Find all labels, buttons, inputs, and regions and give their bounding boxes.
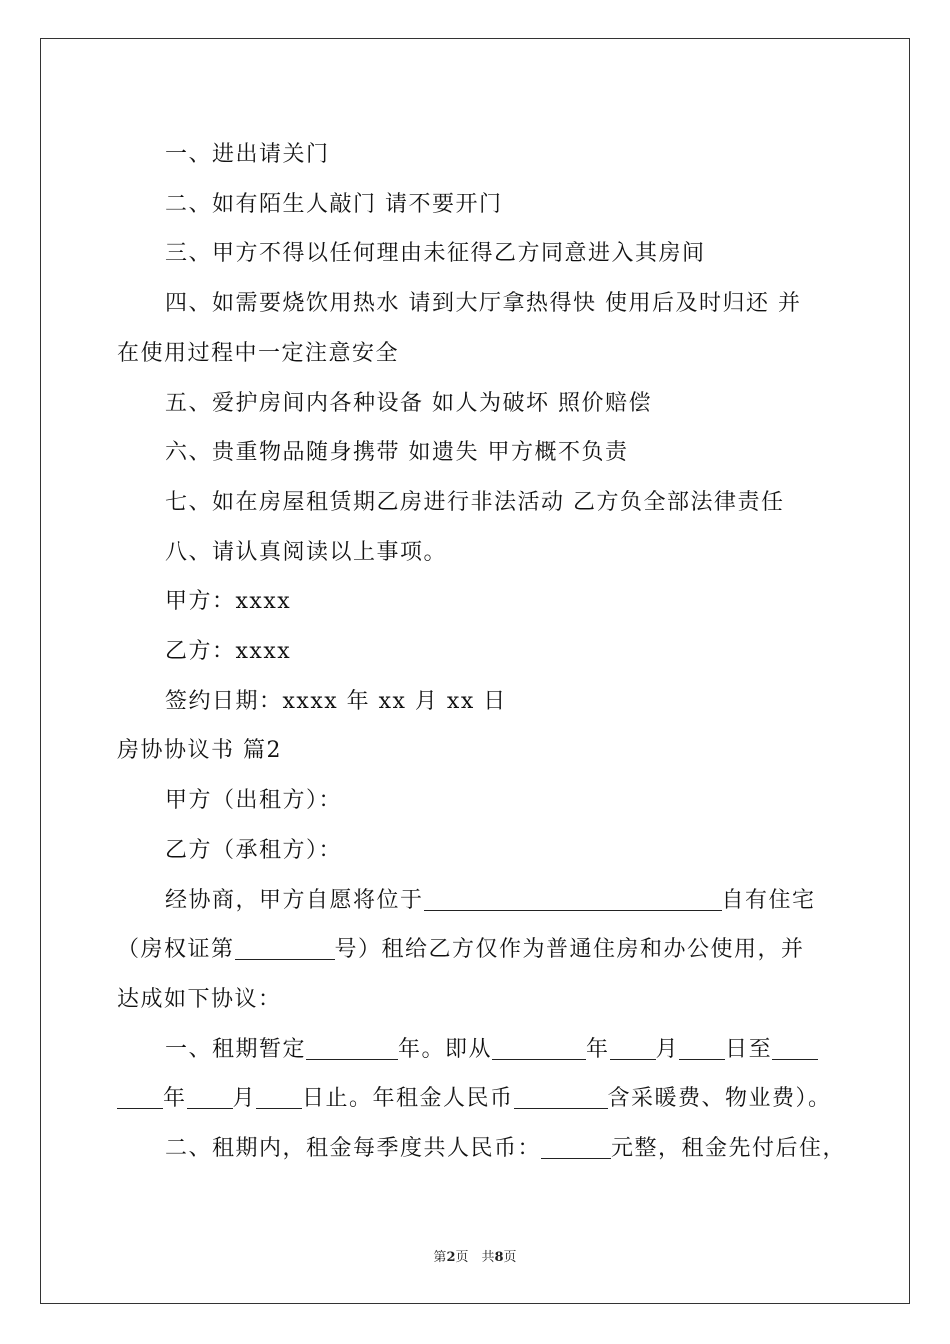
text-segment: 经协商，甲方自愿将位于	[165, 887, 424, 913]
party-b-signature: 乙方：xxxx	[165, 639, 292, 665]
agreement-paragraph-line-3: 达成如下协议：	[117, 986, 282, 1012]
text-segment: 二、租期内，租金每季度共人民币：	[165, 1136, 542, 1162]
section-heading: 房协协议书 篇2	[117, 738, 282, 764]
document-body	[117, 130, 847, 1174]
text-segment: 一、租期暂定	[165, 1036, 307, 1062]
agreement-paragraph-line-1	[117, 876, 837, 926]
page-middle-text: 页 共	[455, 1250, 495, 1265]
party-a-signature: 甲方：xxxx	[165, 589, 292, 615]
current-page-number: 2	[446, 1250, 456, 1265]
rule-4-continued: 在使用过程中一定注意安全	[117, 340, 400, 366]
start-month-blank	[610, 1036, 656, 1060]
certificate-number-blank	[235, 936, 335, 960]
rule-1: 一、进出请关门	[165, 142, 330, 167]
text-segment: 含采暖费、物业费）。	[607, 1086, 832, 1112]
text-segment: 年	[163, 1086, 187, 1112]
agreement-paragraph-line-2	[117, 925, 837, 975]
text-segment: 月	[232, 1086, 257, 1112]
rule-8: 八、请认真阅读以上事项。	[165, 539, 448, 565]
text-segment: 自有住宅	[721, 887, 816, 913]
text-segment: 月	[655, 1036, 680, 1062]
end-year-blank-end	[117, 1085, 163, 1109]
signing-date: 签约日期：xxxx 年 xx 月 xx 日	[165, 688, 507, 714]
text-segment: （房权证第	[117, 937, 235, 963]
lessee-label: 乙方（承租方）：	[165, 837, 343, 863]
start-year-blank	[492, 1036, 586, 1060]
lease-term-line-1	[117, 1025, 837, 1075]
start-day-blank	[679, 1036, 725, 1060]
term-years-blank	[306, 1036, 398, 1060]
total-page-number: 8	[494, 1250, 504, 1265]
rule-2: 二、如有陌生人敲门 请不要开门	[165, 191, 503, 217]
annual-rent-blank	[514, 1085, 608, 1109]
lease-term-line-2	[117, 1074, 837, 1124]
page-suffix: 页	[503, 1250, 517, 1265]
text-segment: 日止。年租金人民币	[302, 1086, 514, 1112]
end-year-blank-start	[772, 1036, 818, 1060]
rule-4: 四、如需要烧饮用热水 请到大厅拿热得快 使用后及时归还 并	[165, 291, 802, 317]
address-blank	[424, 886, 722, 910]
end-day-blank	[256, 1085, 302, 1109]
lessor-label: 甲方（出租方）：	[165, 788, 343, 814]
text-segment: 年。即从	[398, 1036, 493, 1062]
page-number-footer	[0, 1246, 950, 1265]
text-segment: 日至	[725, 1036, 773, 1062]
rule-6: 六、贵重物品随身携带 如遗失 甲方概不负责	[165, 440, 629, 466]
text-segment: 元整，租金先付后住，	[611, 1136, 847, 1162]
rule-3: 三、甲方不得以任何理由未征得乙方同意进入其房间	[165, 241, 706, 267]
rule-5: 五、爱护房间内各种设备 如人为破坏 照价赔偿	[165, 390, 652, 416]
end-month-blank	[187, 1085, 233, 1109]
text-segment: 年	[586, 1036, 610, 1062]
rent-payment-line	[117, 1124, 847, 1174]
quarterly-rent-blank	[541, 1135, 611, 1159]
rule-7: 七、如在房屋租赁期乙房进行非法活动 乙方负全部法律责任	[165, 489, 785, 515]
text-segment: 号）租给乙方仅作为普通住房和办公使用，并	[334, 937, 805, 963]
page-prefix: 第	[433, 1250, 447, 1265]
